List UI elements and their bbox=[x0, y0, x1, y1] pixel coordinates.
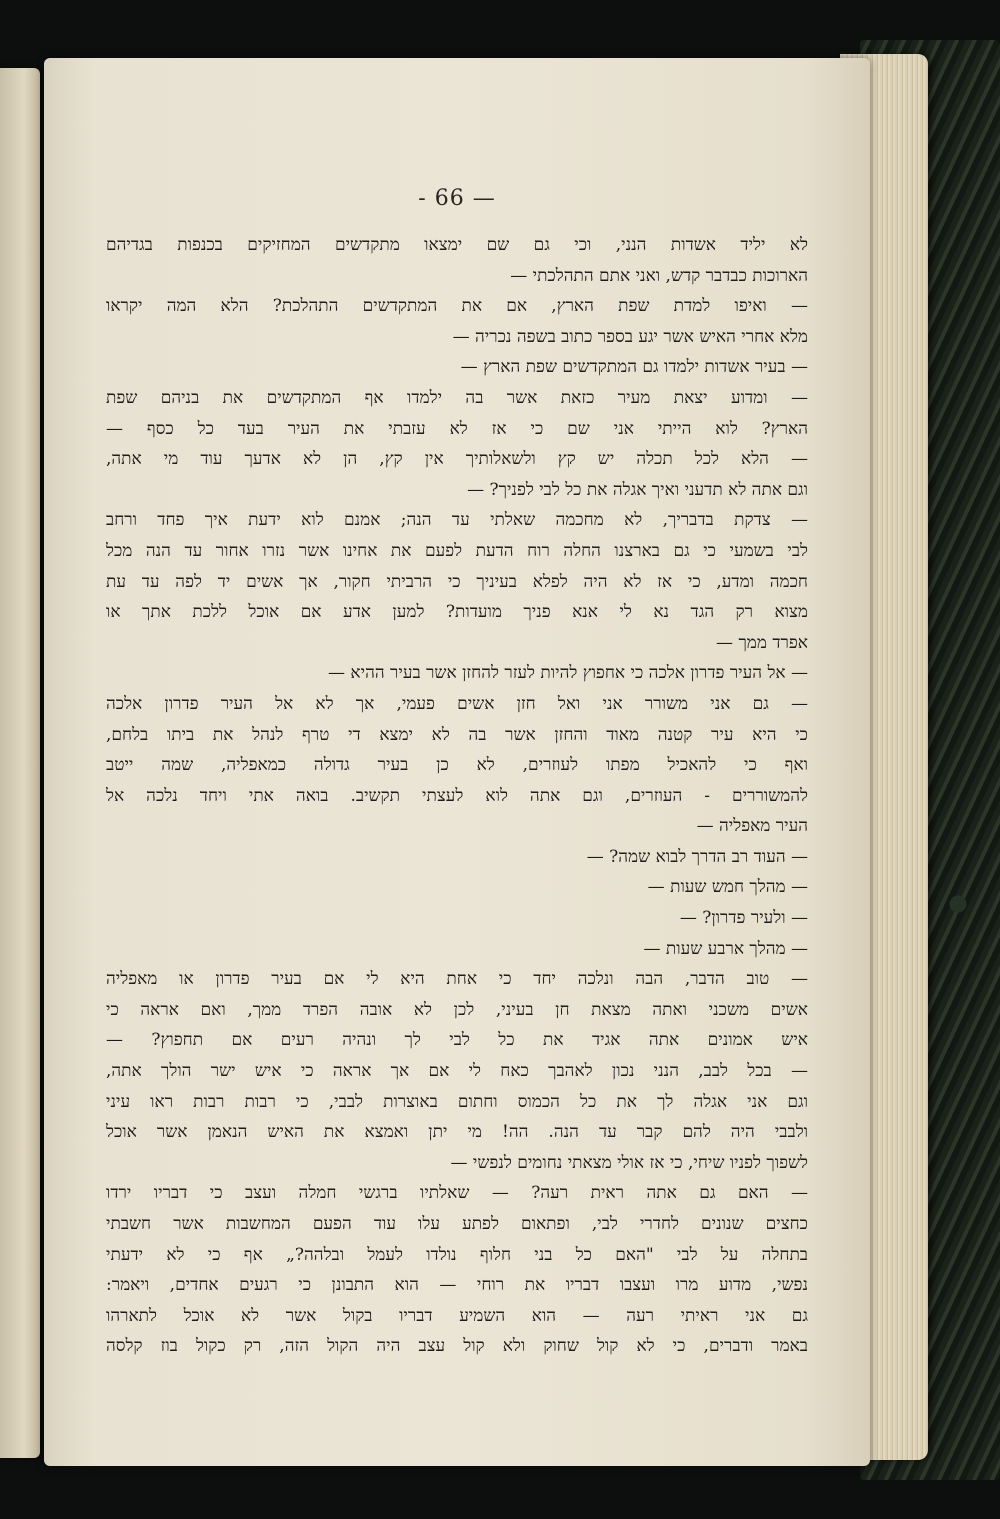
text-line: ואף כי להאכיל מפתו לעוזרים, לא כן בעיר גדולה כמאפליה, שמה ייטב bbox=[106, 755, 808, 776]
text-line: — טוב הדבר, הבה ונלכה יחד כי אחת היא לי אם בעיר פדרון או מאפליה bbox=[106, 969, 808, 990]
text-line: אפרד ממך — bbox=[716, 632, 808, 653]
text-line: איש אמונים אתה אגיד את כל לבי לך ונהיה רעים אם תחפוץ? — bbox=[106, 1030, 808, 1051]
text-line: כחצים שנונים לחדרי לבי, ופתאום לפתע עלו עוד הפעם המחשבות אשר חשבתי bbox=[106, 1214, 808, 1234]
text-line: אשים משכני ואתה מצאת חן בעיני, לכן לא אובה הפרד ממך, ואם אראה כי bbox=[106, 999, 808, 1020]
text-line: מצוא רק הגד נא לי אנא פניך מועדות? למען אדע אם אוכל ללכת אתך או bbox=[106, 602, 808, 623]
text-line: וגם אני אגלה לך את כל הכמוס וחתום באוצרות לבבי, כי רבות רבות ראו עיני bbox=[106, 1091, 808, 1112]
text-line: — ומדוע יצאת מעיר כזאת אשר בה ילמדו אף המתקדשים את בניהם שפת bbox=[106, 387, 808, 408]
text-line: — בכל לבב, הנני נכון לאהבך כאח לי אם אך אראה כי איש ישר הולך אתה, bbox=[106, 1061, 808, 1082]
text-line: לבי בשמעי כי גם בארצנו החלה רוח הדעת לפעם את אחינו אשר נזרו אחור עד הנה מכל bbox=[106, 540, 808, 561]
text-line: העיר מאפליה — bbox=[696, 816, 808, 837]
book-page bbox=[44, 58, 870, 1466]
text-line: — ולעיר פדרון? — bbox=[679, 908, 808, 929]
text-line: בתחלה על לבי "האם כל בני חלוף נולדו לעמל ובלהה?„ אף כי לא ידעתי bbox=[106, 1244, 808, 1265]
text-line: הארוכות כבדבר קדש, ואני אתם התהלכתי — bbox=[510, 265, 808, 286]
text-line: חכמה ומדע, כי אז לא היה לפלא בעיניך כי הרביתי חקור, אך אשים יד לפה עד עת bbox=[106, 571, 808, 592]
text-line: ולבבי היה להם קבר עד הנה. הה! מי יתן ואמצא את האיש הנאמן אשר אוכל bbox=[106, 1122, 808, 1143]
text-line: וגם אתה לא תדעני ואיך אגלה את כל לבי לפניך? — bbox=[467, 479, 808, 500]
text-line: — הלא לכל תכלה יש קץ ולשאלותיך אין קץ, הן לא אדעך עוד מי אתה, bbox=[106, 449, 808, 470]
text-line: באמר ודברים, כי לא קול שחוק ולא קול עצב היה הקול הזה, רק כקול בוז קלסה bbox=[106, 1336, 808, 1357]
page-text bbox=[106, 230, 808, 1362]
text-line: גם אני ראיתי רעה — הוא השמיע דבריו בקול אשר לא אוכל לתארהו bbox=[106, 1305, 808, 1326]
text-line: — מהלך ארבע שעות — bbox=[643, 938, 808, 959]
text-line: — האם גם אתה ראית רעה? — שאלתיו ברגשי חמלה ועצב כי דבריו ירדו bbox=[106, 1183, 808, 1204]
text-line: — גם אני משורר אני ואל חזן אשים פעמי, אך לא אל העיר פדרון אלכה bbox=[106, 693, 808, 714]
text-line: — אל העיר פדרון אלכה כי אחפוץ להיות לעזר להחזן אשר בעיר ההיא — bbox=[328, 663, 808, 684]
text-line: לשפוך לפניו שיחי, כי אז אולי מצאתי נחומים לנפשי — bbox=[450, 1152, 808, 1173]
text-line: — ואיפו למדת שפת הארץ, אם את המתקדשים התהלכת? הלא המה יקראו bbox=[106, 296, 808, 317]
text-line: — מהלך חמש שעות — bbox=[647, 877, 808, 898]
text-line: להמשוררים - העוזרים, וגם אתה לוא לעצתי תקשיב. בואה אתי ויחד נלכה אל bbox=[106, 785, 808, 806]
text-line: — בעיר אשדות ילמדו גם המתקדשים שפת הארץ — bbox=[460, 357, 808, 378]
text-line: לא יליד אשדות הנני, וכי גם שם ימצאו מתקדשים המחזיקים בכנפות בגדיהם bbox=[106, 235, 808, 255]
text-line: הארץ? לוא הייתי אני שם כי אז לא עזבתי את העיר בעד כל כסף — bbox=[106, 418, 808, 439]
text-line: נפשי, מדוע מרו ועצבו דבריו את רוחי — הוא התבונן כי רגעים אחדים, ויאמר: bbox=[106, 1275, 808, 1296]
text-line: — צדקת בדבריך, לא מחכמה שאלתי עד הנה; אמנם לוא ידעת איך פחד ורחב bbox=[106, 510, 808, 531]
text-line: מלא אחרי האיש אשר יגע בספר כתוב בשפה נכריה — bbox=[452, 326, 808, 347]
text-line: כי היא עיר קטנה מאוד והחזן אשר בה לא ימצא די טרף לנהל את ביתו בלחם, bbox=[106, 724, 808, 745]
left-page-edge bbox=[0, 68, 40, 1458]
page-number: - 66 — bbox=[418, 186, 496, 211]
text-line: — העוד רב הדרך לבוא שמה? — bbox=[586, 846, 808, 867]
